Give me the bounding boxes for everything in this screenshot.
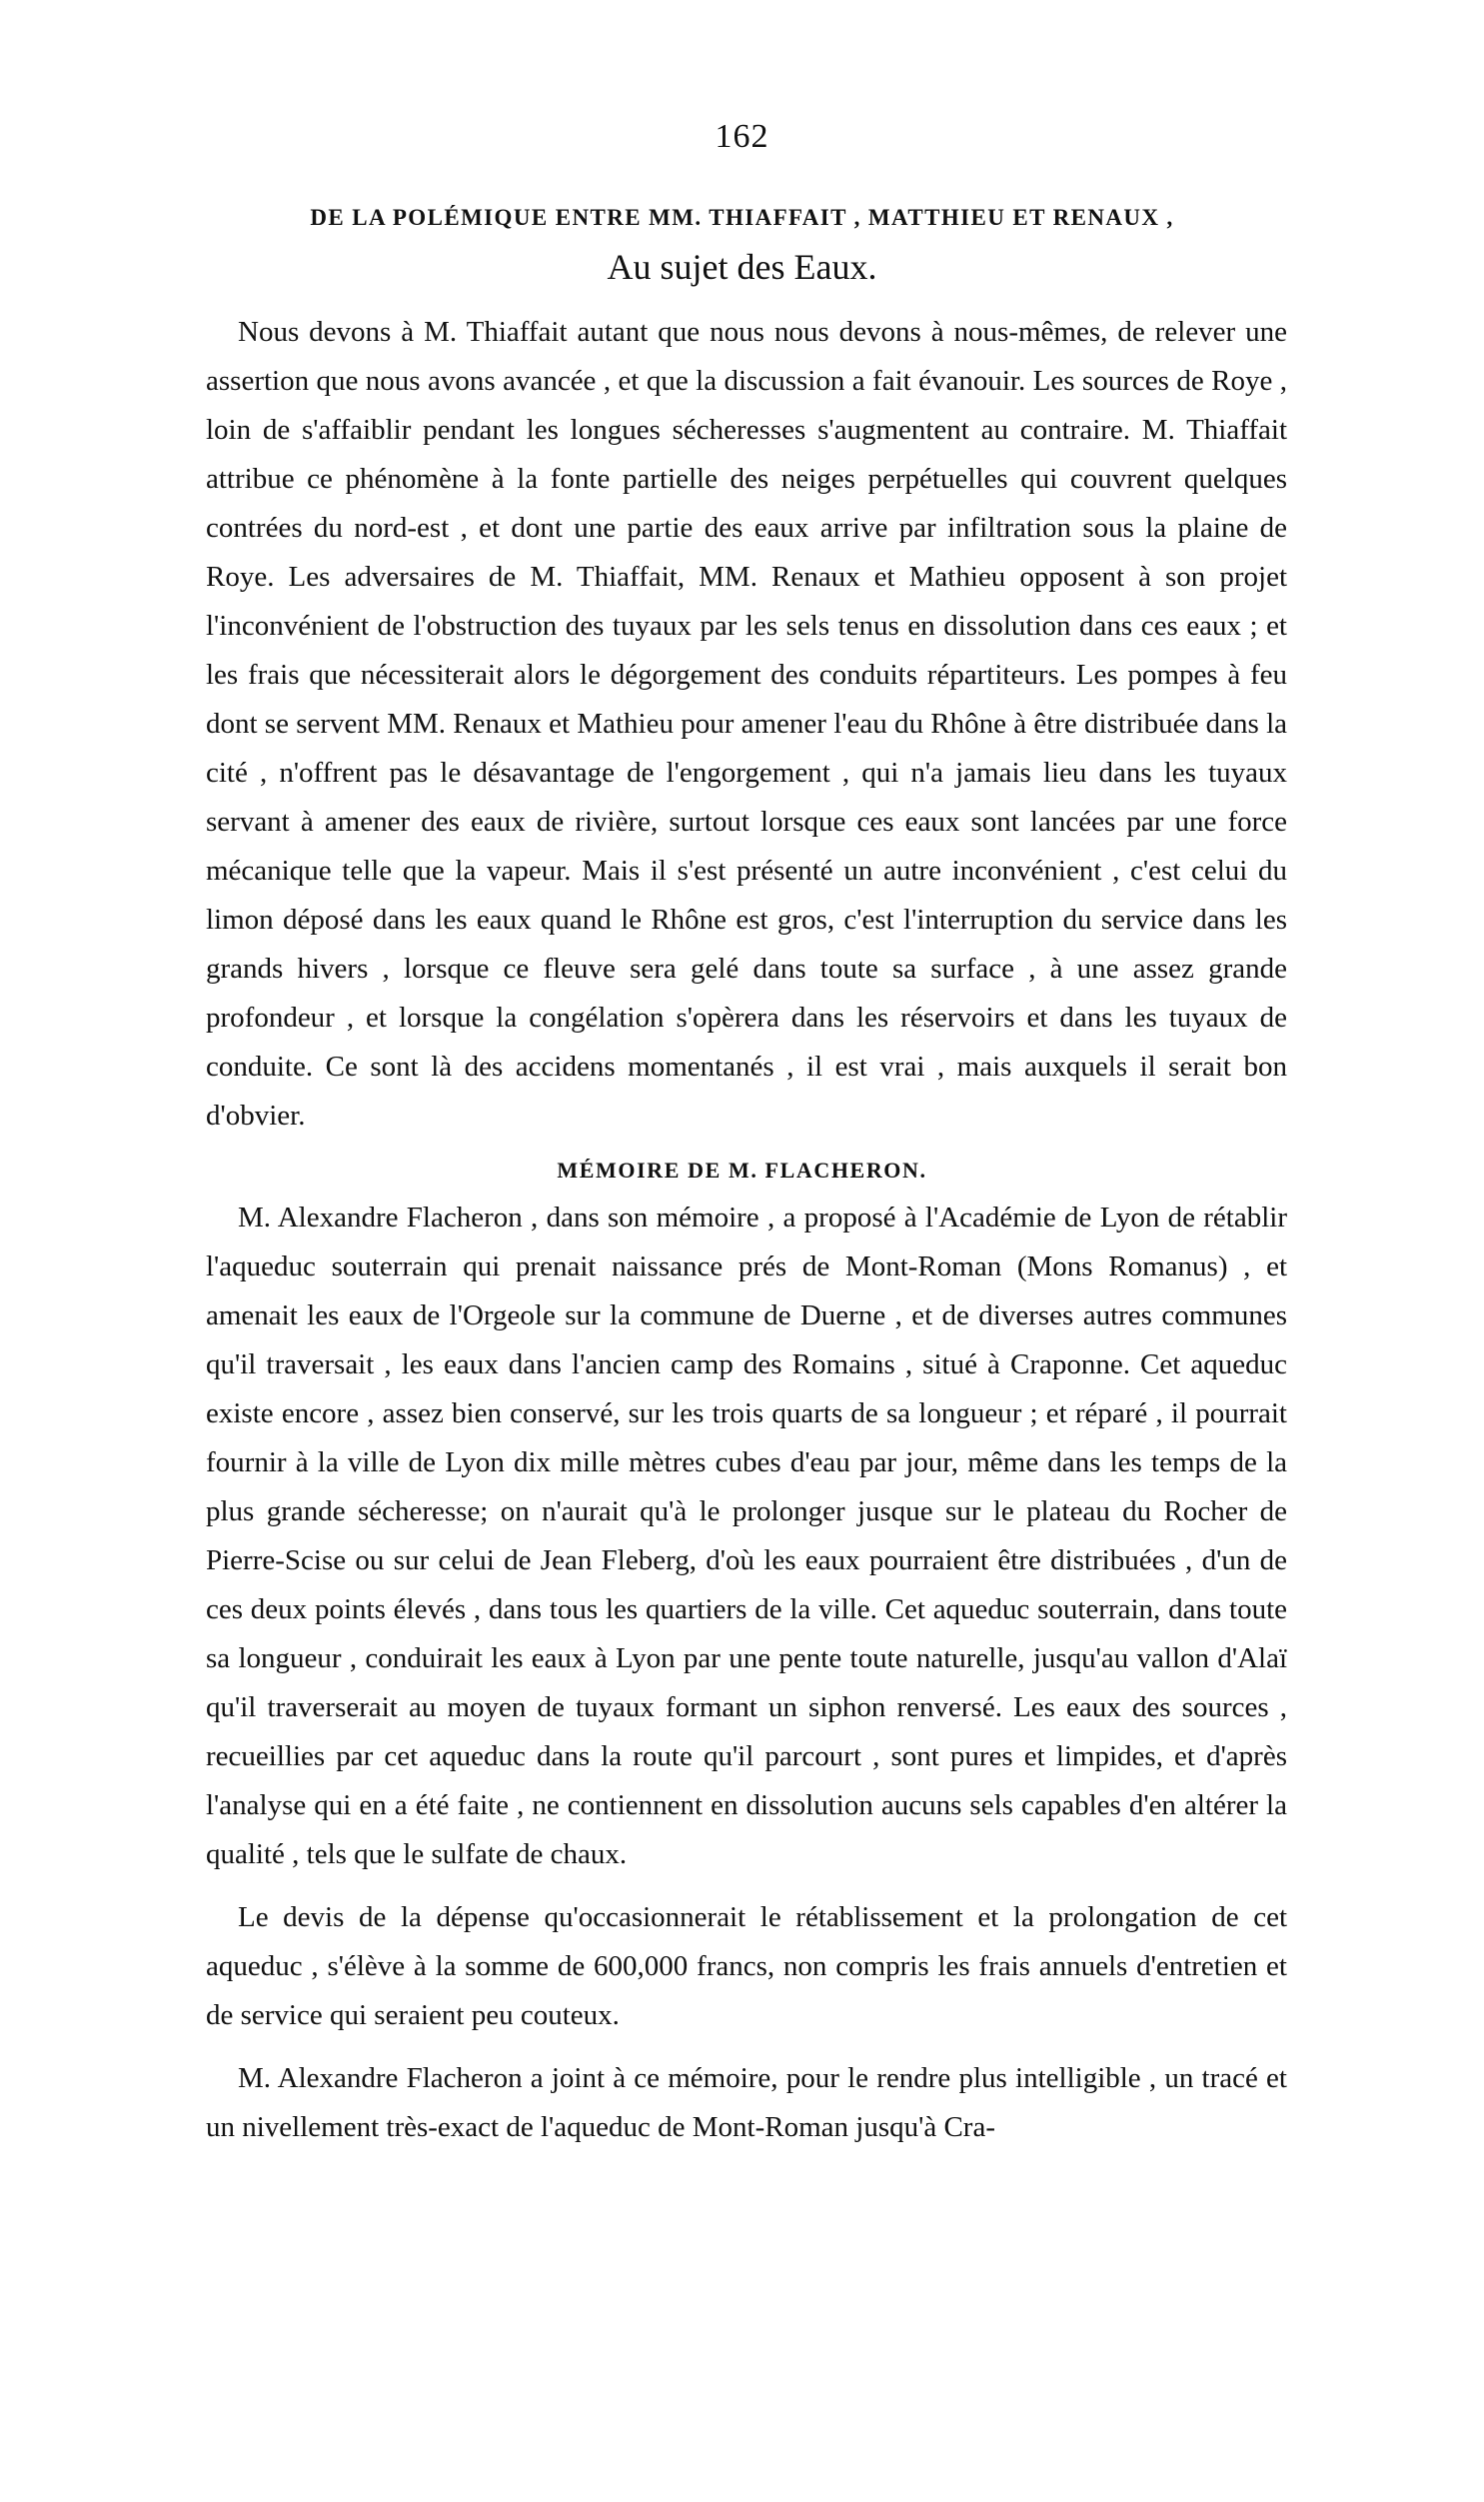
article-subheading: Au sujet des Eaux. [607,247,877,287]
body-text-section-2 [206,1194,1287,2152]
article-heading: DE LA POLÉMIQUE ENTRE MM. THIAFFAIT , MATTHIEU ET RENAUX , [310,205,1174,230]
body-text-section-1 [206,308,1287,1141]
page-number: 162 [715,118,769,155]
paragraph: Le devis de la dépense qu'occasionnerait le rétablissement et la prolongation de cet aqueduc , s'élève à la somme de 600,000 francs, non compris les frais annuels d'entretien et de service qui seraient peu couteux. [206,1901,1287,2031]
paragraph: Nous devons à M. Thiaffait autant que nous nous devons à nous-mêmes, de relever une assertion que nous avons avancée , et que la discussion a fait évanouir. Les sources de Roye , loin de s'affaiblir pendant les longues sécheresses s'augmentent au contraire. M. Thiaffait attribue ce phénomène à la fonte partielle des neiges perpétuelles qui couvrent quelques contrées du nord-est , et dont une partie des eaux arrive par infiltration sous la plaine de Roye. Les adversaires de M. Thiaffait, MM. Renaux et Mathieu opposent à son projet l'inconvénient de l'obstruction des tuyaux par les sels tenus en dissolution dans ces eaux ; et les frais que nécessiterait alors le dégorgement des conduits répartiteurs. Les pompes à feu dont se servent MM. Renaux et Mathieu pour amener l'eau du Rhône à être distribuée dans la cité , n'offrent pas le désavantage de l'engorgement , qui n'a jamais lieu dans les tuyaux servant à amener des eaux de rivière, surtout lorsque ces eaux sont lancées par une force mécanique telle que la vapeur. Mais il s'est présenté un autre inconvénient , c'est celui du limon déposé dans les eaux quand le Rhône est gros, c'est l'interruption du service dans les grands hivers , lorsque ce fleuve sera gelé dans toute sa surface , à une assez grande profondeur , et lorsque la congélation s'opèrera dans les réservoirs et dans les tuyaux de conduite. Ce sont là des accidens momentanés , il est vrai , mais auxquels il serait bon d'obvier. [206,316,1287,1132]
paragraph: M. Alexandre Flacheron , dans son mémoire , a proposé à l'Académie de Lyon de rétablir l'aqueduc souterrain qui prenait naissance prés de Mont-Roman (Mons Romanus) , et amenait les eaux de l'Orgeole sur la commune de Duerne , et de diverses autres communes qu'il traversait , les eaux dans l'ancien camp des Romains , situé à Craponne. Cet aqueduc existe encore , assez bien conservé, sur les trois quarts de sa longueur ; et réparé , il pourrait fournir à la ville de Lyon dix mille mètres cubes d'eau par jour, même dans les temps de la plus grande sécheresse; on n'aurait qu'à le prolonger jusque sur le plateau du Rocher de Pierre-Scise ou sur celui de Jean Fleberg, d'où les eaux pourraient être distribuées , d'un de ces deux points élevés , dans tous les quartiers de la ville. Cet aqueduc souterrain, dans toute sa longueur , conduirait les eaux à Lyon par une pente toute naturelle, jusqu'au vallon d'Alaï qu'il traverserait au moyen de tuyaux formant un siphon renversé. Les eaux des sources , recueillies par cet aqueduc dans la route qu'il parcourt , sont pures et limpides, et d'après l'analyse qui en a été faite , ne contiennent en dissolution aucuns sels capables d'en altérer la qualité , tels que le sulfate de chaux. [206,1202,1287,1870]
paragraph: M. Alexandre Flacheron a joint à ce mémoire, pour le rendre plus intelligible , un tracé et un nivellement très-exact de l'aqueduc de Mont-Roman jusqu'à Cra- [206,2062,1287,2143]
section-heading: MÉMOIRE DE M. FLACHERON. [557,1158,927,1183]
